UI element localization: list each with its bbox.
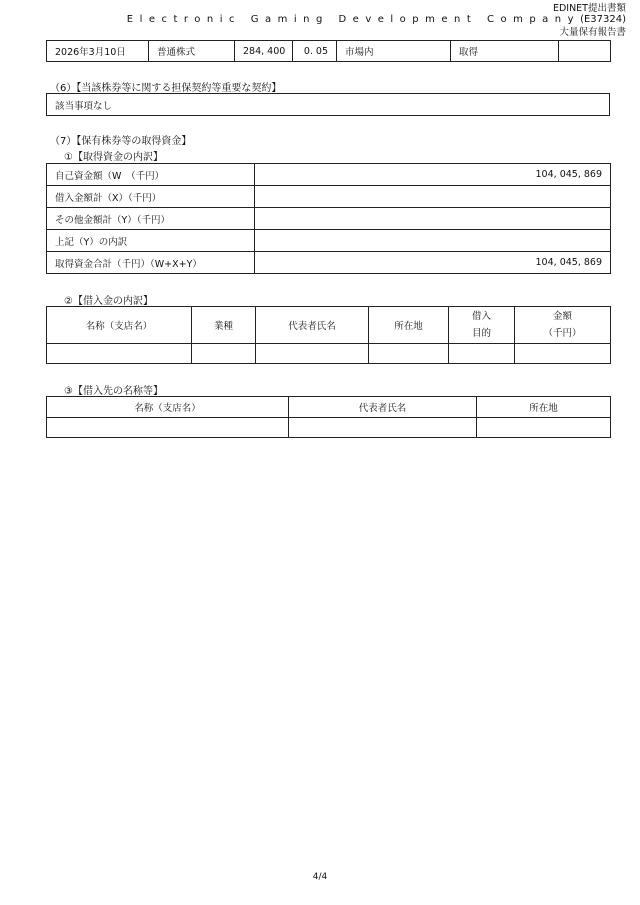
lender-address-cell	[477, 418, 611, 438]
loan-amount-cell	[515, 344, 611, 364]
transaction-row	[47, 41, 611, 62]
unit-price	[559, 41, 611, 62]
loan-representative-cell	[256, 344, 369, 364]
edinet-label: EDINET提出書類	[552, 3, 626, 14]
table-row	[47, 186, 611, 208]
other-funds-label: その他金額計（Y）（千円）	[47, 208, 255, 230]
section6-heading: （6）【当該株券等に関する担保契約等重要な契約】	[50, 83, 282, 94]
other-breakdown-label: 上記（Y）の内訳	[47, 230, 255, 252]
own-funds-value: 104, 045, 869	[255, 164, 611, 186]
table-row	[47, 230, 611, 252]
lender-name-header: 名称（支店名）	[47, 397, 289, 418]
funding-table	[46, 163, 611, 274]
loan-lender-name-header: 名称（支店名）	[47, 307, 192, 344]
transaction-kind: 取得	[451, 41, 559, 62]
lender-representative-cell	[289, 418, 477, 438]
lender-address-header: 所在地	[477, 397, 611, 418]
loan-purpose-header: 借入 目的	[449, 307, 515, 344]
document-type: 大量保有報告書	[559, 27, 626, 38]
other-breakdown-value	[255, 230, 611, 252]
lender-representative-header: 代表者氏名	[289, 397, 477, 418]
loan-industry-header: 業種	[192, 307, 256, 344]
funding-breakdown-heading: ①【取得資金の内訳】	[64, 152, 163, 163]
loan-lender-name-cell	[47, 344, 192, 364]
loan-representative-header: 代表者氏名	[256, 307, 369, 344]
lenders-heading: ③【借入先の名称等】	[64, 386, 163, 397]
loans-table	[46, 306, 611, 364]
section7-heading: （7）【保有株券等の取得資金】	[50, 136, 192, 147]
lender-name-cell	[47, 418, 289, 438]
other-funds-value	[255, 208, 611, 230]
share-count: 284, 400	[235, 41, 293, 62]
loan-address-header: 所在地	[369, 307, 449, 344]
loan-amount-header: 金額 （千円）	[515, 307, 611, 344]
table-row	[47, 252, 611, 274]
section6-table	[46, 93, 610, 116]
loan-industry-cell	[192, 344, 256, 364]
total-funds-label: 取得資金合計（千円）（W+X+Y）	[47, 252, 255, 274]
total-funds-value: 104, 045, 869	[255, 252, 611, 274]
company-name-line	[127, 14, 626, 26]
table-row	[47, 418, 611, 438]
transaction-table	[46, 40, 611, 62]
market-type: 市場内	[337, 41, 451, 62]
stock-type: 普通株式	[149, 41, 235, 62]
table-row	[47, 344, 611, 364]
section6-content: 該当事項なし	[47, 94, 610, 116]
own-funds-label: 自己資金額（W （千円）	[47, 164, 255, 186]
table-row	[47, 208, 611, 230]
loan-purpose-cell	[449, 344, 515, 364]
share-ratio: 0. 05	[293, 41, 337, 62]
loan-address-cell	[369, 344, 449, 364]
lenders-header-row	[47, 397, 611, 418]
company-name: Electronic Gaming Development Company	[126, 14, 581, 25]
table-row	[47, 164, 611, 186]
edinet-code: (E37324)	[580, 14, 626, 25]
loans-heading: ②【借入金の内訳】	[64, 296, 153, 307]
borrowed-value	[255, 186, 611, 208]
transaction-date: 2026年3月10日	[47, 41, 149, 62]
loans-header-row	[47, 307, 611, 344]
page-number: 4/4	[312, 872, 328, 882]
lenders-table	[46, 396, 611, 438]
borrowed-label: 借入金額計（X）（千円）	[47, 186, 255, 208]
